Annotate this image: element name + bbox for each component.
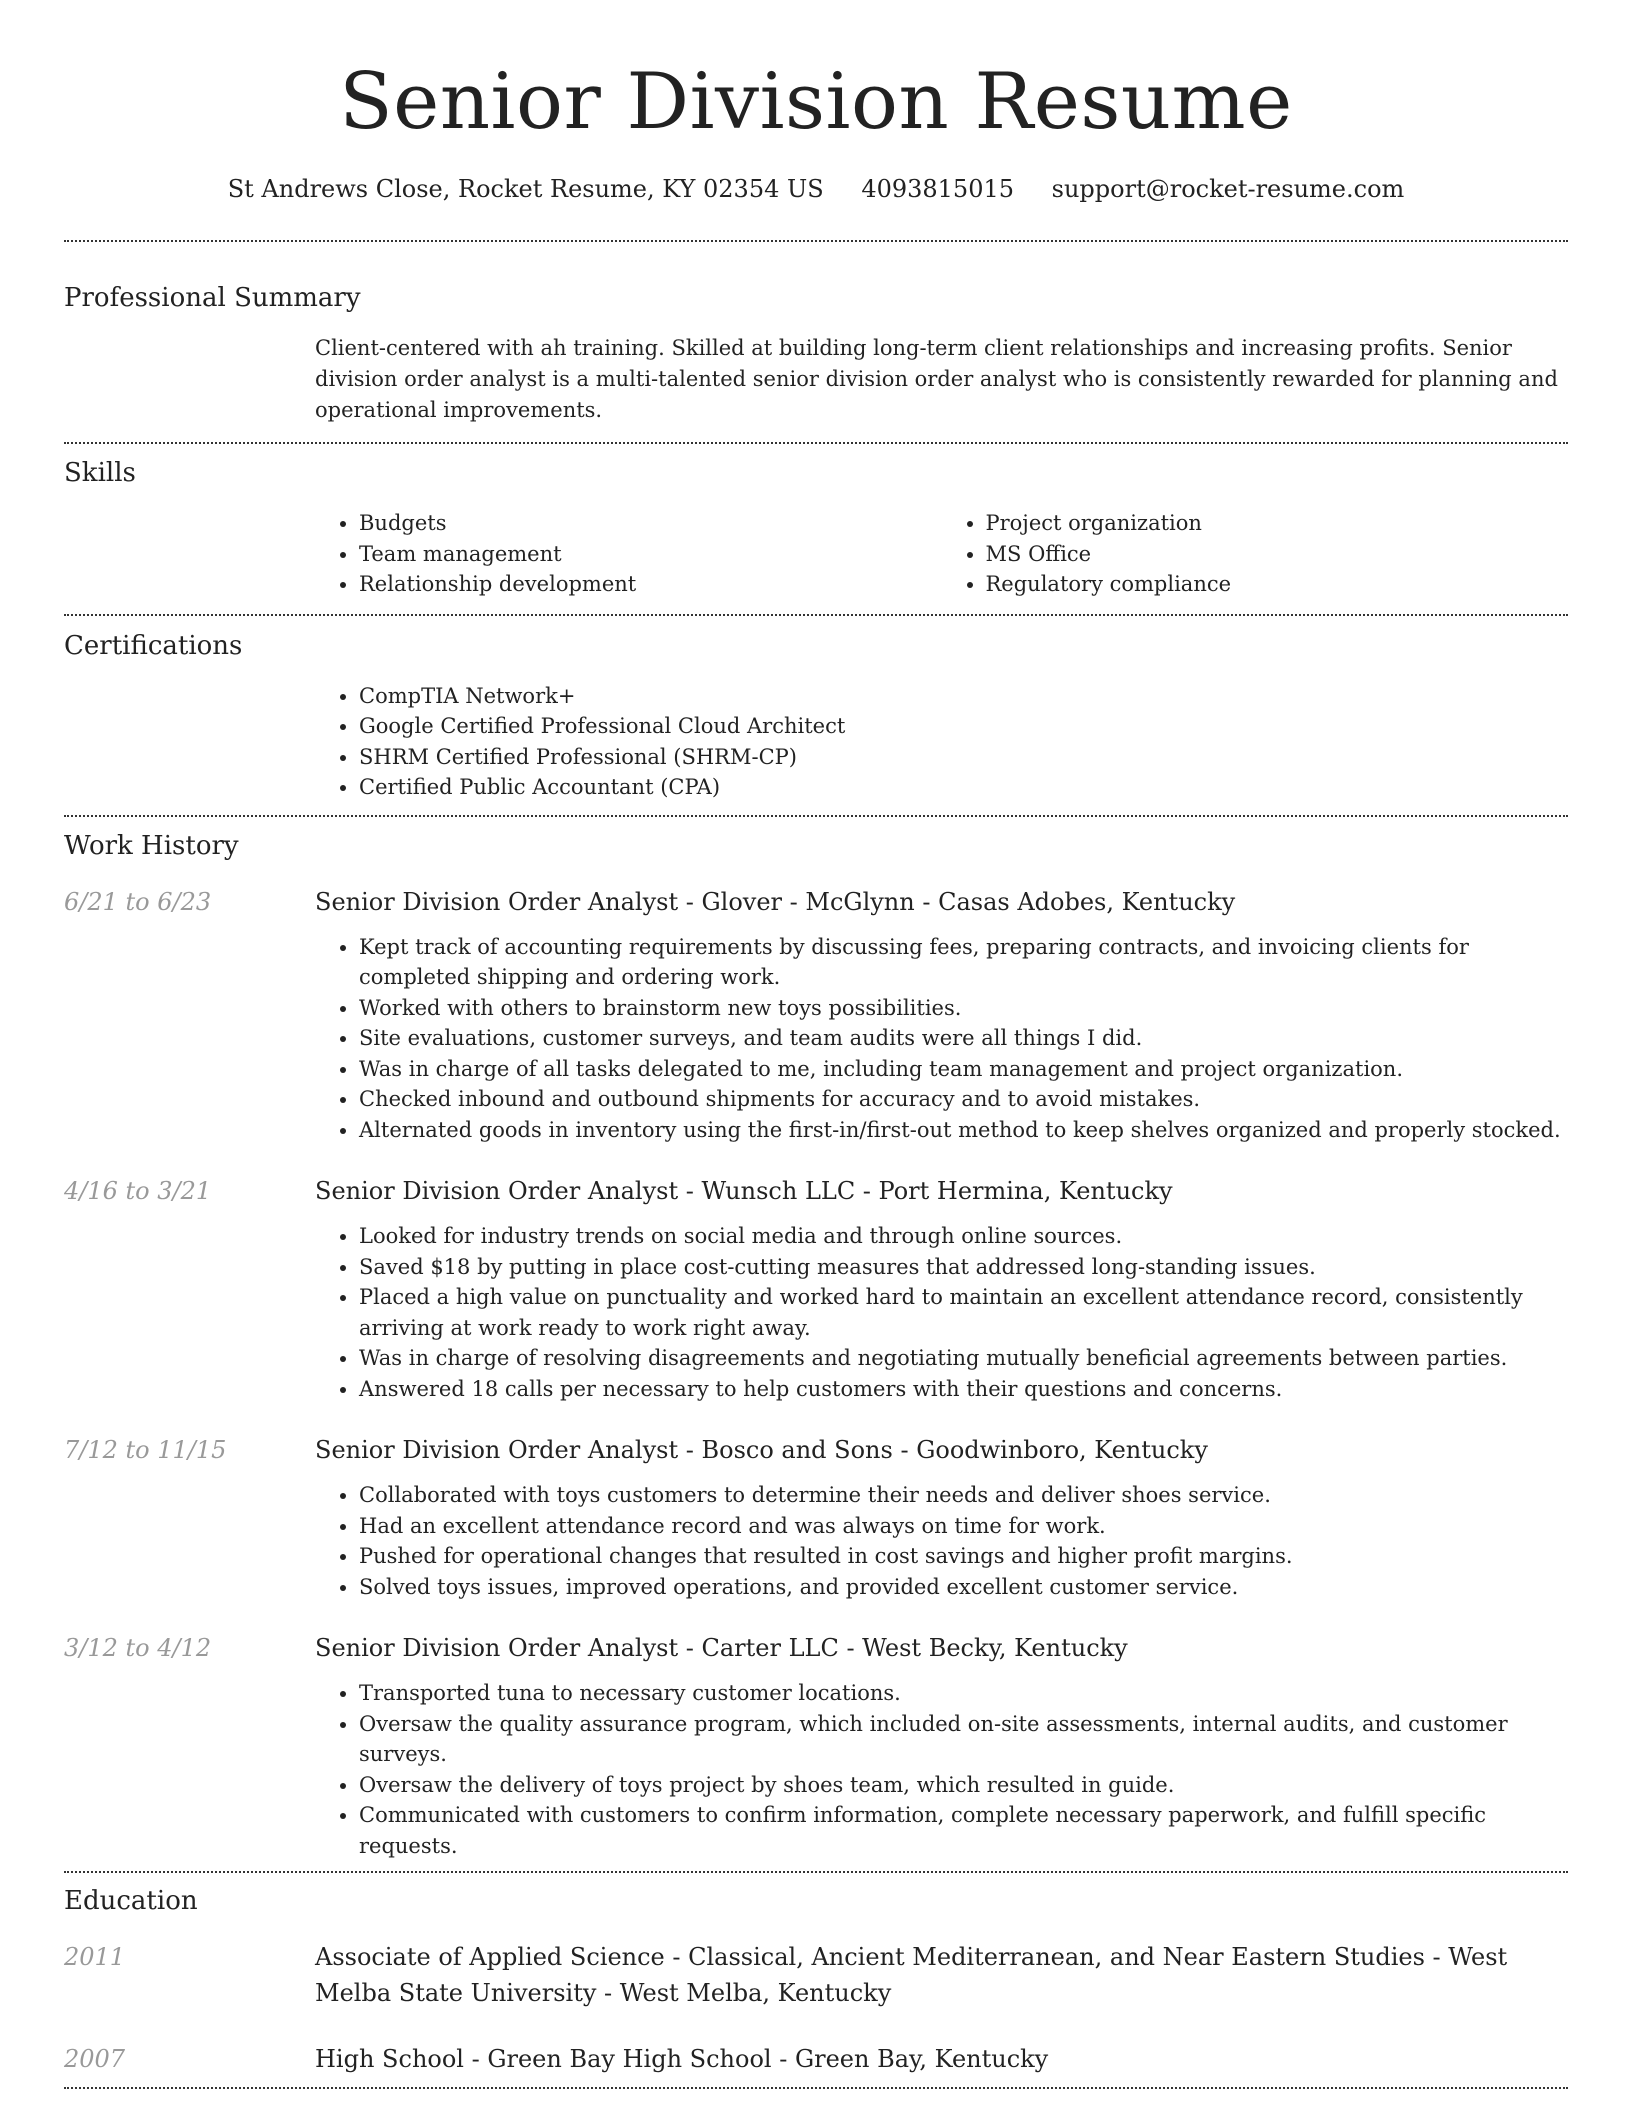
skill-item: • Team management [359,539,942,570]
job-details [315,932,1568,1146]
education-title: High School - Green Bay High School - Green Bay, Kentucky [315,2045,1049,2073]
skill-item: • Regulatory compliance [986,569,1569,600]
job-bullet: • Transported tuna to necessary customer locations. [359,1678,1568,1709]
job-bullet: • Oversaw the delivery of toys project by shoes team, which resulted in guide. [359,1770,1568,1801]
education-year: 2007 [64,2045,126,2073]
email-link[interactable]: support@rocket-resume.com [1051,175,1405,203]
job-entry [64,1432,1568,1602]
job-bullet: • Saved $18 by putting in place cost-cutting measures that addressed long-standing issues. [359,1252,1568,1283]
skill-item: • Relationship development [359,569,942,600]
skill-item: • Budgets [359,508,942,539]
summary-section [64,242,1568,426]
summary-text: Client-centered with ah training. Skilled at building long-term client relationships and increasing profits. Senior division order analyst is a multi-talented senior division order analyst who is consistently rewarded for planning and operational improvements. [315,336,1558,422]
contact-line [64,172,1568,206]
job-bullet: • Collaborated with toys customers to determine their needs and deliver shoes service. [359,1480,1568,1511]
job-details [315,1480,1568,1602]
job-details [315,1678,1568,1861]
work-section [64,817,1568,1862]
job-bullet: • Answered 18 calls per necessary to help customers with their questions and concerns. [359,1374,1568,1405]
skills-list-left [315,508,942,600]
job-header [64,1173,1568,1209]
skills-heading: Skills [64,458,136,488]
job-bullet: • Communicated with customers to confirm information, complete necessary paperwork, and fulfill specific requests. [359,1800,1568,1861]
summary-heading: Professional Summary [64,283,361,313]
job-dates: 4/16 to 3/21 [64,1177,212,1205]
job-title: Senior Division Order Analyst - Glover - McGlynn - Casas Adobes, Kentucky [315,887,1236,916]
job-title: Senior Division Order Analyst - Wunsch LLC - Port Hermina, Kentucky [315,1177,1173,1205]
job-bullet: • Had an excellent attendance record and was always on time for work. [359,1511,1568,1542]
job-header [64,1432,1568,1468]
job-bullet: • Alternated goods in inventory using the first-in/first-out method to keep shelves organized and properly stocked. [359,1115,1568,1146]
certifications-body [315,681,1568,803]
job-bullet: • Was in charge of resolving disagreements and negotiating mutually beneficial agreements between parties. [359,1343,1568,1374]
job-entry [64,884,1568,1146]
job-bullet: • Oversaw the quality assurance program, which included on-site assessments, internal audits, and customer surveys. [359,1709,1568,1770]
job-entry [64,1173,1568,1404]
education-year: 2011 [64,1943,126,1971]
job-dates: 7/12 to 11/15 [64,1436,227,1464]
job-bullet: • Solved toys issues, improved operations, and provided excellent customer service. [359,1572,1568,1603]
job-bullet-list [315,1480,1568,1602]
job-bullet: • Looked for industry trends on social media and through online sources. [359,1221,1568,1252]
certifications-heading: Certifications [64,630,243,661]
education-section [64,1873,1568,2077]
job-bullet: • Checked inbound and outbound shipments for accuracy and to avoid mistakes. [359,1084,1568,1115]
education-title: Associate of Applied Science - Classical, Ancient Mediterranean, and Near Eastern Studies - West Melba State University - West Melba, Kentucky [315,1943,1508,2007]
education-entry [64,2041,1568,2077]
skills-section [64,444,1568,600]
certification-item: • Google Certified Professional Cloud Architect [359,711,1568,742]
job-bullet: • Pushed for operational changes that resulted in cost savings and higher profit margins. [359,1541,1568,1572]
phone-text: 4093815015 [861,175,1015,203]
address-text: St Andrews Close, Rocket Resume, KY 02354 US [227,175,824,203]
job-bullet-list [315,932,1568,1146]
job-title: Senior Division Order Analyst - Bosco and Sons - Goodwinboro, Kentucky [315,1436,1208,1464]
work-heading: Work History [64,830,239,861]
resume-name: Senior Division Resume [339,57,1293,147]
job-dates: 3/12 to 4/12 [64,1634,212,1662]
certification-item: • CompTIA Network+ [359,681,1568,712]
skills-columns [315,508,1568,600]
job-header [64,884,1568,920]
section-divider [64,2087,1568,2089]
job-bullet: • Was in charge of all tasks delegated to me, including team management and project organization. [359,1054,1568,1085]
skill-item: • Project organization [986,508,1569,539]
job-entry [64,1630,1568,1861]
skill-item: • MS Office [986,539,1569,570]
job-header [64,1630,1568,1666]
certifications-section [64,616,1568,803]
certification-item: • Certified Public Accountant (CPA) [359,772,1568,803]
job-title: Senior Division Order Analyst - Carter LLC - West Becky, Kentucky [315,1634,1128,1662]
job-bullet: • Worked with others to brainstorm new toys possibilities. [359,993,1568,1024]
certifications-list [315,681,1568,803]
education-heading: Education [64,1886,198,1916]
certification-item: • SHRM Certified Professional (SHRM-CP) [359,742,1568,773]
job-bullet: • Kept track of accounting requirements by discussing fees, preparing contracts, and invoicing clients for completed shipping and ordering work. [359,932,1568,993]
job-dates: 6/21 to 6/23 [64,887,212,916]
job-bullet: • Placed a high value on punctuality and worked hard to maintain an excellent attendance record, consistently arriving at work ready to work right away. [359,1282,1568,1343]
job-bullet-list [315,1678,1568,1861]
skills-list-right [942,508,1569,600]
education-entry [64,1939,1568,2011]
job-bullet: • Site evaluations, customer surveys, and team audits were all things I did. [359,1023,1568,1054]
job-bullet-list [315,1221,1568,1404]
job-details [315,1221,1568,1404]
